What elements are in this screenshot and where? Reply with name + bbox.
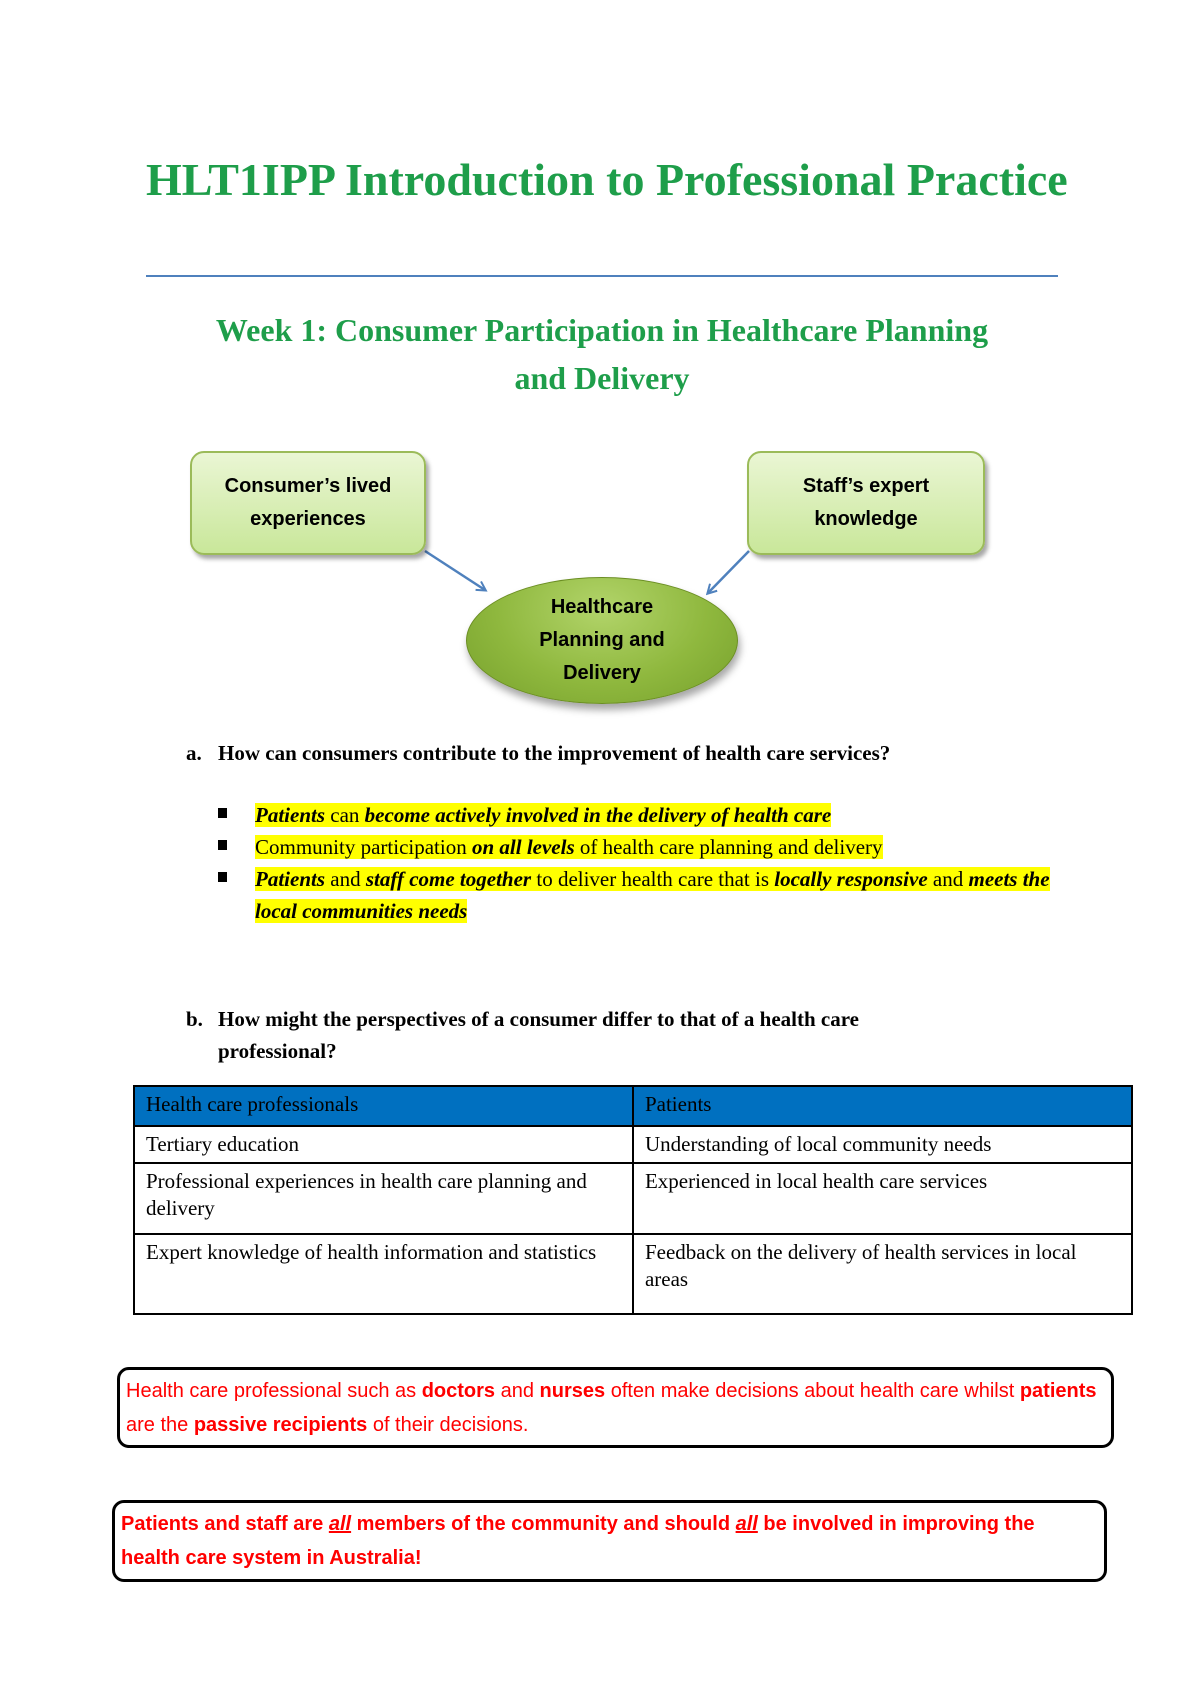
subtitle-line-1: Week 1: Consumer Participation in Healthcare Planning	[215, 312, 989, 348]
question-a-label: a.	[186, 741, 202, 765]
arrow-left-to-center	[425, 551, 485, 590]
staff-box-line-1: Staff’s expert	[802, 475, 930, 497]
callout-bold-text: passive recipients	[193, 1414, 368, 1436]
callout-bold-text: doctors	[421, 1380, 496, 1402]
bullet-square-icon	[218, 808, 227, 818]
bullet-square-icon	[218, 840, 227, 850]
question-b-line-1: How might the perspectives of a consumer differ to that of a health care	[218, 1007, 859, 1031]
table-header-row	[134, 1086, 1132, 1126]
callout-text: often make decisions about health care whilst	[605, 1380, 1020, 1402]
arrow-right-to-center	[708, 551, 749, 593]
question-a-text: How can consumers contribute to the improvement of health care services?	[218, 741, 891, 765]
plain-text: and	[927, 867, 969, 891]
answer-a-bullets	[218, 799, 1078, 927]
bullet-text	[255, 835, 883, 859]
consumer-box-line-1: Consumer’s lived	[224, 475, 392, 497]
table-cell: Tertiary education	[134, 1126, 633, 1163]
page-title: HLT1IPP Introduction to Professional Practice	[146, 154, 1068, 205]
table-header-cell: Patients	[633, 1086, 1132, 1126]
callout-text: are the	[126, 1414, 194, 1436]
table-header-cell: Health care professionals	[134, 1086, 633, 1126]
table-row	[134, 1163, 1132, 1234]
table-cell: Feedback on the delivery of health services in local areas	[633, 1234, 1132, 1314]
callout-text: Patients and staff are	[121, 1513, 329, 1535]
callout-community-involvement	[112, 1500, 1107, 1582]
staff-box-line-2: knowledge	[814, 508, 918, 530]
bullet-item	[218, 831, 1078, 863]
callout-text: members of the community and should	[351, 1513, 736, 1535]
center-line-2: Planning and	[539, 629, 665, 651]
callout-bold-text: patients	[1019, 1380, 1097, 1402]
emphasized-text: meets the local communities needs	[255, 867, 1050, 923]
center-line-3: Delivery	[563, 662, 641, 684]
emphasized-text: on all levels	[471, 835, 575, 859]
emphasized-text: Patients	[255, 803, 326, 827]
table-cell: Professional experiences in health care planning and delivery	[134, 1163, 633, 1234]
table-row	[134, 1126, 1132, 1163]
question-b-text	[218, 1003, 1008, 1067]
table-cell: Understanding of local community needs	[633, 1126, 1132, 1163]
question-b-label: b.	[186, 1007, 203, 1031]
bullet-item	[218, 863, 1078, 927]
consumer-experiences-box	[190, 451, 426, 555]
center-line-1: Healthcare	[550, 596, 654, 618]
callout-bold-text: nurses	[539, 1380, 606, 1402]
table-cell: Expert knowledge of health information and statistics	[134, 1234, 633, 1314]
table-row	[134, 1234, 1132, 1314]
emphasized-text: staff come together	[365, 867, 532, 891]
bullet-item	[218, 799, 1078, 831]
table-cell: Experienced in local health care services	[633, 1163, 1132, 1234]
bullet-text	[255, 867, 1050, 923]
plain-text: to deliver health care that is	[531, 867, 775, 891]
emphasized-text: Patients	[255, 867, 326, 891]
callout-text: be involved in improving the health care system in Australia!	[121, 1513, 1035, 1569]
question-b-line-2: professional?	[218, 1039, 337, 1063]
healthcare-planning-ellipse	[466, 577, 738, 704]
callout-text: of their decisions.	[367, 1414, 529, 1436]
plain-text: can	[325, 803, 365, 827]
callout-underlined-text: all	[328, 1513, 352, 1535]
comparison-table	[133, 1085, 1133, 1315]
emphasized-text: locally responsive	[774, 867, 928, 891]
callout-text: Health care professional such as	[126, 1380, 422, 1402]
plain-text: Community participation	[255, 835, 472, 859]
callout-text: and	[495, 1380, 540, 1402]
plain-text: and	[325, 867, 366, 891]
callout-underlined-text: all	[735, 1513, 758, 1535]
consumer-box-line-2: experiences	[250, 508, 366, 530]
subtitle-line-2: and Delivery	[514, 360, 690, 396]
bullet-square-icon	[218, 872, 227, 882]
bullet-text	[255, 803, 831, 827]
emphasized-text: become actively involved in the delivery of health care	[364, 803, 832, 827]
staff-knowledge-box	[747, 451, 985, 555]
callout-passive-recipients	[117, 1367, 1114, 1448]
plain-text: of health care planning and delivery	[574, 835, 883, 859]
